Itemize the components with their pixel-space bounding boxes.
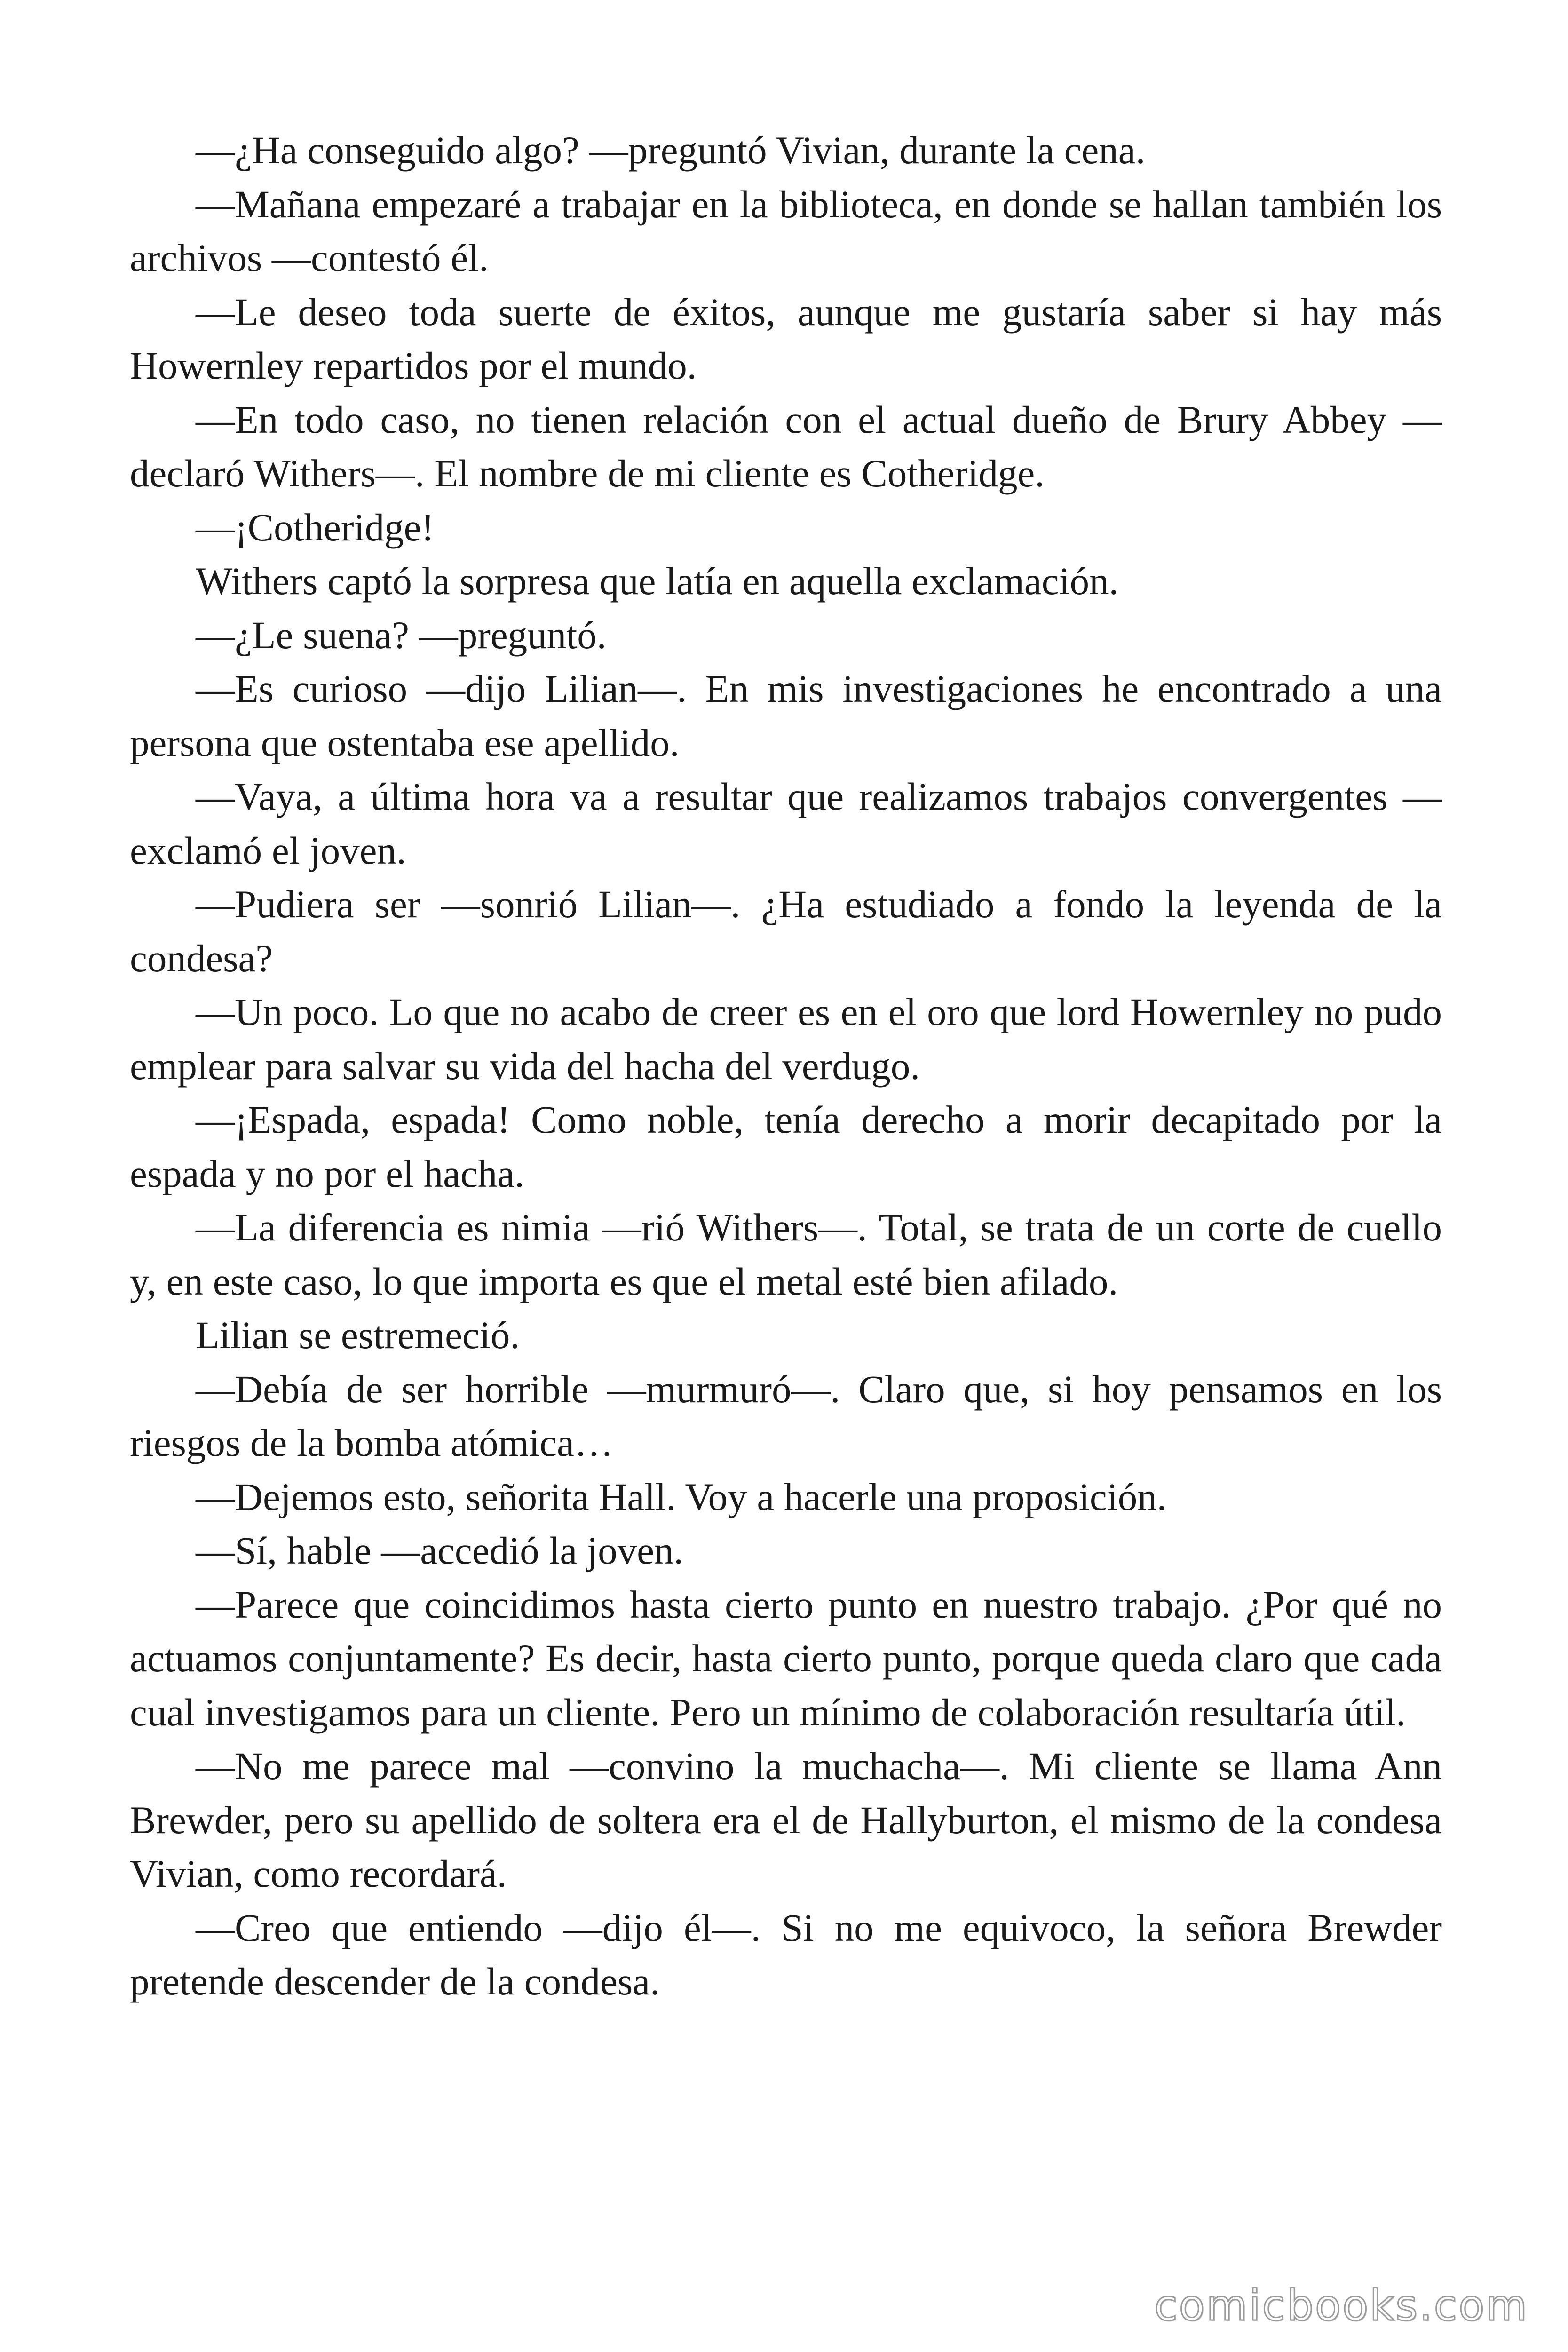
paragraph: Withers captó la sorpresa que latía en aquella exclamación. — [196, 559, 1119, 603]
paragraph: —Mañana empezaré a trabajar en la biblioteca, en donde se hallan también los archivos —contestó él. — [130, 182, 1442, 279]
paragraph: Lilian se estremeció. — [196, 1313, 520, 1357]
paragraph: —Vaya, a última hora va a resultar que realizamos trabajos convergentes —exclamó el joven. — [130, 775, 1442, 872]
paragraph: —Debía de ser horrible —murmuró—. Claro que, si hoy pensamos en los riesgos de la bomba atómica… — [130, 1367, 1442, 1464]
paragraph: —¿Le suena? —preguntó. — [196, 613, 607, 657]
paragraph: —Es curioso —dijo Lilian—. En mis investigaciones he encontrado a una persona que ostentaba ese apellido. — [130, 667, 1442, 764]
watermark: comicbooks.com — [1154, 2281, 1528, 2330]
paragraph: —La diferencia es nimia —rió Withers—. Total, se trata de un corte de cuello y, en este caso, lo que importa es que el metal esté bien afilado. — [130, 1206, 1442, 1303]
paragraph: —Un poco. Lo que no acabo de creer es en el oro que lord Howernley no pudo emplear para salvar su vida del hacha del verdugo. — [130, 990, 1442, 1088]
paragraph: —Parece que coincidimos hasta cierto punto en nuestro trabajo. ¿Por qué no actuamos conjuntamente? Es decir, hasta cierto punto, porque queda claro que cada cual investigamos para un cliente. Pero un mínimo de colaboración resultaría útil. — [130, 1582, 1442, 1734]
page-body-text — [130, 123, 1442, 2009]
paragraph: —Pudiera ser —sonrió Lilian—. ¿Ha estudiado a fondo la leyenda de la condesa? — [130, 882, 1442, 980]
paragraph: —¡Espada, espada! Como noble, tenía derecho a morir decapitado por la espada y no por el hacha. — [130, 1098, 1442, 1195]
paragraph: —Le deseo toda suerte de éxitos, aunque me gustaría saber si hay más Howernley repartidos por el mundo. — [130, 290, 1442, 387]
paragraph: —Sí, hable —accedió la joven. — [196, 1529, 684, 1572]
paragraph: —No me parece mal —convino la muchacha—. Mi cliente se llama Ann Brewder, pero su apellido de soltera era el de Hallyburton, el mismo de la condesa Vivian, como recordará. — [130, 1744, 1442, 1895]
paragraph: —Creo que entiendo —dijo él—. Si no me equivoco, la señora Brewder pretende descender de la condesa. — [130, 1906, 1442, 2003]
paragraph: —En todo caso, no tienen relación con el actual dueño de Brury Abbey —declaró Withers—. El nombre de mi cliente es Cotheridge. — [130, 397, 1442, 495]
paragraph: —Dejemos esto, señorita Hall. Voy a hacerle una proposición. — [196, 1475, 1167, 1518]
paragraph: —¿Ha conseguido algo? —preguntó Vivian, durante la cena. — [196, 128, 1146, 172]
paragraph: —¡Cotheridge! — [196, 505, 435, 549]
